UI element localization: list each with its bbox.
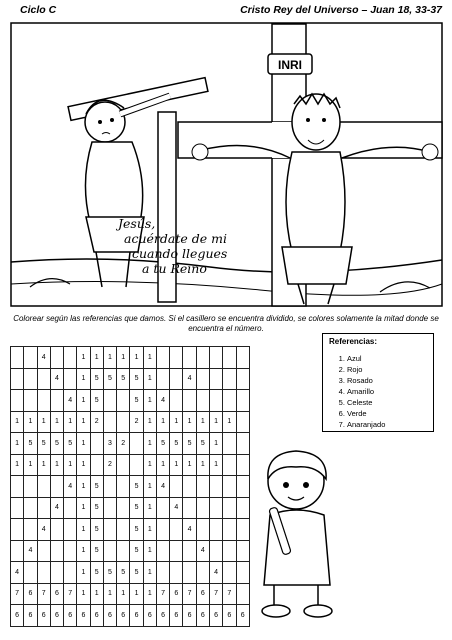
grid-cell: 1 xyxy=(143,433,156,455)
grid-row xyxy=(11,497,250,519)
grid-cell: 6 xyxy=(64,605,77,627)
grid-cell xyxy=(50,476,63,498)
grid-cell xyxy=(183,476,196,498)
reference-item: 4. Amarillo xyxy=(347,386,385,397)
grid-cell: 1 xyxy=(77,433,90,455)
grid-row xyxy=(11,562,250,584)
grid-cell xyxy=(183,562,196,584)
grid-cell: 1 xyxy=(196,411,209,433)
quote-line: cuando llegues xyxy=(132,246,228,261)
grid-cell: 1 xyxy=(77,390,90,412)
grid-cell xyxy=(209,497,222,519)
grid-cell xyxy=(170,390,183,412)
grid-cell xyxy=(223,519,236,541)
grid-cell xyxy=(196,497,209,519)
grid-cell xyxy=(50,347,63,369)
grid-cell xyxy=(37,390,50,412)
grid-cell: 2 xyxy=(130,411,143,433)
grid-cell xyxy=(156,368,169,390)
grid-cell xyxy=(103,476,116,498)
grid-row xyxy=(11,476,250,498)
grid-cell: 5 xyxy=(90,476,103,498)
grid-cell: 6 xyxy=(236,605,249,627)
grid-cell: 2 xyxy=(117,433,130,455)
grid-cell: 6 xyxy=(209,605,222,627)
instructions: Colorear según las referencias que damos. Si el casillero se encuentra dividido, se colores solamente la mitad donde se encuentra el número. xyxy=(13,314,439,333)
grid-cell: 2 xyxy=(103,454,116,476)
grid-cell: 1 xyxy=(24,454,37,476)
references-title: Referencias: xyxy=(329,337,378,346)
grid-cell: 1 xyxy=(143,454,156,476)
grid-cell xyxy=(64,519,77,541)
grid-cell xyxy=(37,562,50,584)
grid-cell: 1 xyxy=(143,583,156,605)
grid-cell: 1 xyxy=(77,540,90,562)
grid-cell: 1 xyxy=(50,411,63,433)
grid-cell xyxy=(117,454,130,476)
grid-cell: 1 xyxy=(90,583,103,605)
worksheet-title: Cristo Rey del Universo – Juan 18, 33-37 xyxy=(240,4,442,16)
grid-cell: 1 xyxy=(103,583,116,605)
grid-cell: 7 xyxy=(183,583,196,605)
grid-cell: 1 xyxy=(64,411,77,433)
grid-cell: 5 xyxy=(90,368,103,390)
grid-cell: 6 xyxy=(143,605,156,627)
grid-cell: 6 xyxy=(130,605,143,627)
quote-line: Jesús, xyxy=(118,216,156,231)
grid-cell: 6 xyxy=(223,605,236,627)
grid-cell: 1 xyxy=(77,347,90,369)
grid-cell: 6 xyxy=(183,605,196,627)
grid-cell xyxy=(236,390,249,412)
grid-cell: 7 xyxy=(223,583,236,605)
grid-cell xyxy=(11,476,24,498)
grid-cell: 1 xyxy=(183,454,196,476)
grid-cell: 1 xyxy=(11,433,24,455)
grid-cell xyxy=(223,347,236,369)
grid-cell: 1 xyxy=(143,497,156,519)
grid-cell: 5 xyxy=(90,497,103,519)
grid-cell xyxy=(236,411,249,433)
grid-cell xyxy=(223,497,236,519)
grid-cell: 6 xyxy=(24,605,37,627)
grid-cell: 4 xyxy=(50,497,63,519)
grid-cell: 4 xyxy=(64,390,77,412)
grid-cell xyxy=(24,390,37,412)
grid-cell: 6 xyxy=(11,605,24,627)
grid-cell xyxy=(103,390,116,412)
grid-cell: 5 xyxy=(50,433,63,455)
grid-cell: 6 xyxy=(37,605,50,627)
grid-cell xyxy=(37,497,50,519)
grid-cell: 1 xyxy=(209,433,222,455)
grid-cell: 1 xyxy=(170,454,183,476)
grid-cell: 7 xyxy=(11,583,24,605)
grid-cell: 1 xyxy=(130,347,143,369)
grid-cell xyxy=(24,476,37,498)
grid-cell xyxy=(223,476,236,498)
grid-cell: 6 xyxy=(77,605,90,627)
grid-cell: 1 xyxy=(143,540,156,562)
grid-cell xyxy=(156,519,169,541)
grid-cell: 5 xyxy=(130,562,143,584)
grid-cell: 4 xyxy=(64,476,77,498)
grid-cell xyxy=(196,562,209,584)
grid-row xyxy=(11,390,250,412)
grid-cell xyxy=(170,368,183,390)
grid-cell xyxy=(11,390,24,412)
grid-cell: 4 xyxy=(37,519,50,541)
grid-cell xyxy=(209,368,222,390)
grid-cell xyxy=(196,368,209,390)
grid-cell: 2 xyxy=(90,411,103,433)
grid-cell: 1 xyxy=(117,347,130,369)
grid-cell xyxy=(117,519,130,541)
grid-cell xyxy=(156,347,169,369)
grid-cell xyxy=(183,540,196,562)
reference-item: 2. Rojo xyxy=(347,364,385,375)
grid-cell: 1 xyxy=(130,583,143,605)
grid-cell: 4 xyxy=(50,368,63,390)
grid-cell xyxy=(170,476,183,498)
grid-row xyxy=(11,540,250,562)
grid-cell: 4 xyxy=(170,497,183,519)
quote-line: a tu Reino xyxy=(142,261,207,276)
child-illustration xyxy=(246,445,348,620)
grid-cell xyxy=(223,562,236,584)
grid-cell: 5 xyxy=(64,433,77,455)
grid-cell: 7 xyxy=(209,583,222,605)
grid-cell: 1 xyxy=(77,562,90,584)
grid-cell: 6 xyxy=(170,605,183,627)
grid-cell: 1 xyxy=(117,583,130,605)
grid-cell xyxy=(11,497,24,519)
grid-cell xyxy=(37,540,50,562)
grid-cell xyxy=(223,454,236,476)
grid-cell: 5 xyxy=(90,519,103,541)
grid-cell: 4 xyxy=(37,347,50,369)
grid-cell xyxy=(64,497,77,519)
grid-cell xyxy=(24,519,37,541)
grid-cell xyxy=(223,540,236,562)
grid-cell: 6 xyxy=(50,605,63,627)
grid-cell xyxy=(24,562,37,584)
grid-cell: 6 xyxy=(24,583,37,605)
grid-cell: 5 xyxy=(170,433,183,455)
grid-cell: 5 xyxy=(130,519,143,541)
grid-cell: 1 xyxy=(77,497,90,519)
reference-item: 5. Celeste xyxy=(347,397,385,408)
grid-cell xyxy=(236,368,249,390)
grid-cell xyxy=(130,454,143,476)
grid-cell: 6 xyxy=(170,583,183,605)
grid-cell: 5 xyxy=(130,368,143,390)
grid-cell xyxy=(196,347,209,369)
grid-cell: 1 xyxy=(156,454,169,476)
grid-cell: 1 xyxy=(143,411,156,433)
grid-cell xyxy=(170,519,183,541)
grid-cell: 6 xyxy=(50,583,63,605)
grid-cell xyxy=(170,347,183,369)
grid-cell xyxy=(103,497,116,519)
grid-cell xyxy=(103,540,116,562)
reference-item: 6. Verde xyxy=(347,408,385,419)
grid-cell: 5 xyxy=(130,476,143,498)
references-list xyxy=(323,353,385,430)
grid-cell xyxy=(209,476,222,498)
grid-row xyxy=(11,519,250,541)
grid-cell: 1 xyxy=(50,454,63,476)
grid-cell: 1 xyxy=(183,411,196,433)
grid-cell: 4 xyxy=(24,540,37,562)
grid-cell: 5 xyxy=(103,368,116,390)
grid-cell: 1 xyxy=(37,411,50,433)
grid-cell: 1 xyxy=(196,454,209,476)
grid-cell xyxy=(50,390,63,412)
grid-cell: 7 xyxy=(37,583,50,605)
grid-cell xyxy=(170,540,183,562)
grid-cell xyxy=(50,562,63,584)
grid-cell xyxy=(223,368,236,390)
grid-row xyxy=(11,583,250,605)
grid-cell: 1 xyxy=(37,454,50,476)
grid-cell: 1 xyxy=(143,347,156,369)
grid-cell: 5 xyxy=(130,390,143,412)
grid-cell: 6 xyxy=(196,583,209,605)
grid-cell xyxy=(90,454,103,476)
grid-cell: 1 xyxy=(143,476,156,498)
grid-row xyxy=(11,411,250,433)
grid-cell xyxy=(183,390,196,412)
grid-cell: 4 xyxy=(156,476,169,498)
references-box xyxy=(322,333,434,432)
grid-cell: 5 xyxy=(37,433,50,455)
grid-cell xyxy=(11,368,24,390)
grid-cell: 6 xyxy=(117,605,130,627)
grid-cell xyxy=(64,368,77,390)
grid-cell xyxy=(64,540,77,562)
grid-cell: 1 xyxy=(143,519,156,541)
quote-line: acuérdate de mi xyxy=(124,231,227,246)
grid-cell xyxy=(11,540,24,562)
reference-item: 7. Anaranjado xyxy=(347,419,385,430)
grid-cell xyxy=(117,390,130,412)
grid-cell: 5 xyxy=(130,497,143,519)
grid-cell: 1 xyxy=(77,519,90,541)
grid-cell: 1 xyxy=(77,583,90,605)
grid-cell xyxy=(11,519,24,541)
grid-cell: 1 xyxy=(77,411,90,433)
grid-cell: 1 xyxy=(77,454,90,476)
grid-cell: 1 xyxy=(103,347,116,369)
grid-cell xyxy=(37,368,50,390)
grid-cell xyxy=(209,390,222,412)
cycle-label: Ciclo C xyxy=(20,4,57,16)
color-by-number-grid xyxy=(10,346,250,619)
grid-cell: 4 xyxy=(209,562,222,584)
grid-row xyxy=(11,368,250,390)
grid-cell xyxy=(117,411,130,433)
grid-cell: 5 xyxy=(130,540,143,562)
grid-cell xyxy=(130,433,143,455)
grid-cell: 1 xyxy=(11,411,24,433)
grid-cell xyxy=(223,433,236,455)
grid-cell xyxy=(11,347,24,369)
grid-cell xyxy=(37,476,50,498)
grid-cell: 1 xyxy=(77,368,90,390)
grid-cell: 1 xyxy=(209,454,222,476)
reference-item: 3. Rosado xyxy=(347,375,385,386)
grid-cell: 4 xyxy=(183,519,196,541)
grid-cell xyxy=(209,519,222,541)
grid-cell xyxy=(50,540,63,562)
grid-table xyxy=(10,346,250,627)
grid-cell: 1 xyxy=(77,476,90,498)
grid-cell: 5 xyxy=(196,433,209,455)
grid-cell xyxy=(183,497,196,519)
grid-cell: 6 xyxy=(156,605,169,627)
grid-row xyxy=(11,433,250,455)
grid-cell xyxy=(103,519,116,541)
inri-sign: INRI xyxy=(278,58,302,72)
grid-cell: 5 xyxy=(90,562,103,584)
grid-cell: 1 xyxy=(156,411,169,433)
grid-cell xyxy=(50,519,63,541)
grid-cell: 6 xyxy=(196,605,209,627)
grid-cell xyxy=(24,347,37,369)
grid-cell xyxy=(209,347,222,369)
grid-cell xyxy=(170,562,183,584)
grid-cell xyxy=(117,540,130,562)
grid-cell: 1 xyxy=(143,562,156,584)
grid-cell: 5 xyxy=(117,562,130,584)
grid-cell: 5 xyxy=(90,390,103,412)
grid-cell xyxy=(156,540,169,562)
grid-cell: 1 xyxy=(143,390,156,412)
grid-cell xyxy=(117,476,130,498)
grid-cell: 5 xyxy=(24,433,37,455)
grid-cell: 4 xyxy=(196,540,209,562)
grid-cell: 6 xyxy=(103,605,116,627)
grid-cell: 1 xyxy=(143,368,156,390)
grid-cell: 4 xyxy=(183,368,196,390)
grid-cell xyxy=(90,433,103,455)
grid-cell xyxy=(64,347,77,369)
quote-text xyxy=(118,216,258,276)
grid-cell: 1 xyxy=(90,347,103,369)
grid-cell xyxy=(196,519,209,541)
grid-row xyxy=(11,454,250,476)
grid-cell: 5 xyxy=(90,540,103,562)
grid-cell: 5 xyxy=(117,368,130,390)
grid-cell: 5 xyxy=(103,562,116,584)
grid-cell xyxy=(103,411,116,433)
grid-cell xyxy=(236,347,249,369)
grid-cell: 1 xyxy=(209,411,222,433)
grid-cell xyxy=(223,390,236,412)
grid-cell: 1 xyxy=(64,454,77,476)
grid-cell: 1 xyxy=(24,411,37,433)
grid-cell: 6 xyxy=(90,605,103,627)
grid-cell: 1 xyxy=(170,411,183,433)
grid-cell xyxy=(24,368,37,390)
grid-cell: 1 xyxy=(223,411,236,433)
grid-cell: 7 xyxy=(156,583,169,605)
grid-cell: 3 xyxy=(103,433,116,455)
grid-row xyxy=(11,605,250,627)
grid-cell xyxy=(209,540,222,562)
grid-cell xyxy=(196,476,209,498)
reference-item: 1. Azul xyxy=(347,353,385,364)
grid-cell xyxy=(156,562,169,584)
grid-cell: 4 xyxy=(156,390,169,412)
grid-cell xyxy=(64,562,77,584)
grid-cell xyxy=(196,390,209,412)
grid-cell: 5 xyxy=(183,433,196,455)
grid-cell xyxy=(117,497,130,519)
grid-row xyxy=(11,347,250,369)
grid-cell: 1 xyxy=(11,454,24,476)
grid-cell: 5 xyxy=(156,433,169,455)
grid-cell xyxy=(183,347,196,369)
grid-cell xyxy=(156,497,169,519)
grid-cell: 7 xyxy=(64,583,77,605)
grid-cell: 4 xyxy=(11,562,24,584)
grid-cell xyxy=(24,497,37,519)
